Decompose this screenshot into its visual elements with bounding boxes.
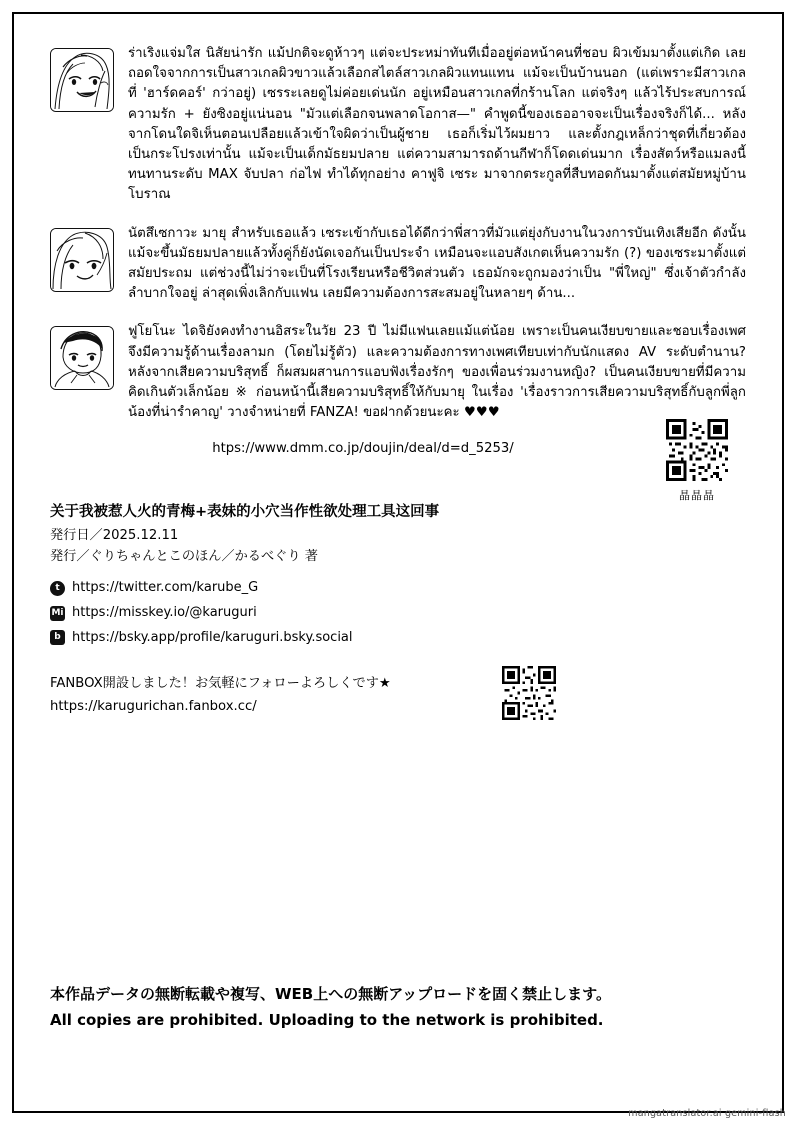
profile-block-2 <box>50 224 746 305</box>
profile-text: นัตสึเซกาวะ มายุ สำหรับเธอแล้ว เซระเข้ากับเธอได้ดีกว่าพี่สาวที่มัวแต่ยุ่งกับงานในวงการบันเทิงเสียอีก ดังนั้นแม้จะขึ้นมัธยมปลายแล้วทั้งคู่ก็ยังนัดเจอกันเป็นประจำ เหมือนจะแอบสังเกตเห็นความรัก (?) ของเซระมาตั้งแต่สมัยประถม แต่ช่วงนี้ไม่ว่าจะเป็นที่โรงเรียนหรือชีวิตส่วนตัว เธอมักจะถูกมองว่าเป็น "พี่ใหญ่" ซึ่งเจ้าตัวกำลังลำบากใจอยู่ ล่าสุดเพิ่งเลิกกับแฟน เลยมีความต้องการสะสมอยู่ในหลายๆ ด้าน... <box>128 225 746 302</box>
fanbox-url[interactable]: https://karugurichan.fanbox.cc/ <box>50 699 257 715</box>
colophon-pubdate: 発行日／2025.12.11 <box>50 527 179 543</box>
notice-line-en: All copies are prohibited. Uploading to the network is prohibited. <box>50 1010 604 1029</box>
twitter-icon: t <box>50 581 65 596</box>
page-border <box>12 12 784 1113</box>
misskey-icon: Mi <box>50 606 65 621</box>
page-content <box>14 14 782 1111</box>
colophon <box>50 501 746 718</box>
bluesky-icon: b <box>50 630 65 645</box>
twitter-url[interactable]: https://twitter.com/karube_G <box>72 580 259 596</box>
profile-text: ฟูโยโนะ ไดจิยังคงทำงานอิสระในวัย 23 ปี ไม่มีแฟนเลยแม้แต่น้อย เพราะเป็นคนเงียบขายและชอบเรื่องเพศ จึงมีความรู้ด้านเรื่องลามก (โดยไม่รู้ตัว) และความต้องการทางเพศเทียบเท่ากับนักแสดง AV ระดับตำนาน? หลังจากเสียความบริสุทธิ์ ก็ผสมผสานการแอบฟังเรื่องรักๆ ของเพื่อนร่วมงานหญิง? เป็นคนเงียบขายที่มีความคิดเกินตัวเล็กน้อย ※ ก่อนหน้านี้เสียความบริสุทธิ์ให้กับมายุ ในเรื่อง 'เรื่องราวการเสียความบริสุทธิ์กับลูกพี่ลูกน้องที่น่ารำคาญ' วางจำหน่ายที่ FANZA! ขอฝากด้วยนะคะ ♥♥♥ <box>128 324 746 421</box>
qr-code-dmm <box>666 419 728 503</box>
copyright-notice <box>50 981 746 1034</box>
link-row-twitter[interactable] <box>50 576 746 601</box>
notice-line-jp: 本作品データの無断転載や複写、WEB上への無断アップロードを固く禁止します。 <box>50 984 611 1003</box>
watermark: mangatranslator.ai gemini-flash <box>628 1108 786 1119</box>
profile-block-1 <box>50 44 746 206</box>
fanbox-message: FANBOX開設しました！お気軽にフォローよろしくです★ <box>50 676 391 692</box>
fanbox-block <box>50 672 746 718</box>
bluesky-url[interactable]: https://bsky.app/profile/karuguri.bsky.social <box>72 629 353 645</box>
link-row-misskey[interactable] <box>50 601 746 626</box>
avatar <box>50 326 114 390</box>
colophon-title: 关于我被惹人火的青梅+表妹的小穴当作性欲处理工具这回事 <box>50 504 440 521</box>
dmm-url[interactable]: htps://www.dmm.co.jp/doujin/deal/d=d_5253/ <box>212 441 514 457</box>
social-links <box>50 576 746 650</box>
qr-code-fanbox <box>502 666 556 728</box>
avatar <box>50 228 114 292</box>
misskey-url[interactable]: https://misskey.io/@karuguri <box>72 604 257 620</box>
link-row-bluesky[interactable] <box>50 626 746 651</box>
qr-caption: 晶晶晶 <box>679 489 715 503</box>
avatar <box>50 48 114 112</box>
dmm-link-row <box>50 441 746 503</box>
colophon-publisher: 発行／ぐりちゃんとこのほん／かるべぐり 著 <box>50 549 318 565</box>
profile-text: ร่าเริงแจ่มใส นิสัยน่ารัก แม้ปกติจะดูห้าวๆ แต่จะประหม่าทันทีเมื่ออยู่ต่อหน้าคนที่ชอบ ผิวเข้มมาตั้งแต่เกิด เลยถอดใจจากการเป็นสาวเกลผิวขาวแล้วเลือกสไตล์สาวเกลผิวแทนแทน แม้จะเป็นบ้านนอก (แต่เพราะมีสาวเกลที่ 'ฮาร์ดคอร์' กว่าอยู่) เซรระเลยดูไม่ค่อยเด่นนัก อยู่เหมือนสาวเกลที่กร้านโลก แต่จริงๆ แล้วไร้ประสบการณ์ความรัก + ยังซิงอยู่แน่นอน "มัวแต่เลือกจนพลาดโอกาส—" คำพูดนี้ของเธออาจจะเป็นเรื่องจริงก็ได้... หลังจากโดนใดจิเห็นตอนเปลือยแล้วเข้าใจผิดว่าเป็นผู้ชาย เธอก็เริ่มไว้ผมยาว และตั้งกฎเหล็กว่าชุดที่เกี่ยวต้องเป็นกระโปรงเท่านั้น แม้จะเป็นเด็กมัธยมปลาย แต่ความสามารถด้านกีฬาก็โดดเด่นมาก เรื่องสัตว์หรือแมลงนี้ทนทานระดับ MAX จับปลา ก่อไฟ ทำได้ทุกอย่าง คาฟูจิ เซระ มาจากตระกูลที่สืบทอดกันมาตั้งแต่สมัยหมู่บ้านโบราณ <box>128 46 746 203</box>
profile-block-3 <box>50 322 746 423</box>
